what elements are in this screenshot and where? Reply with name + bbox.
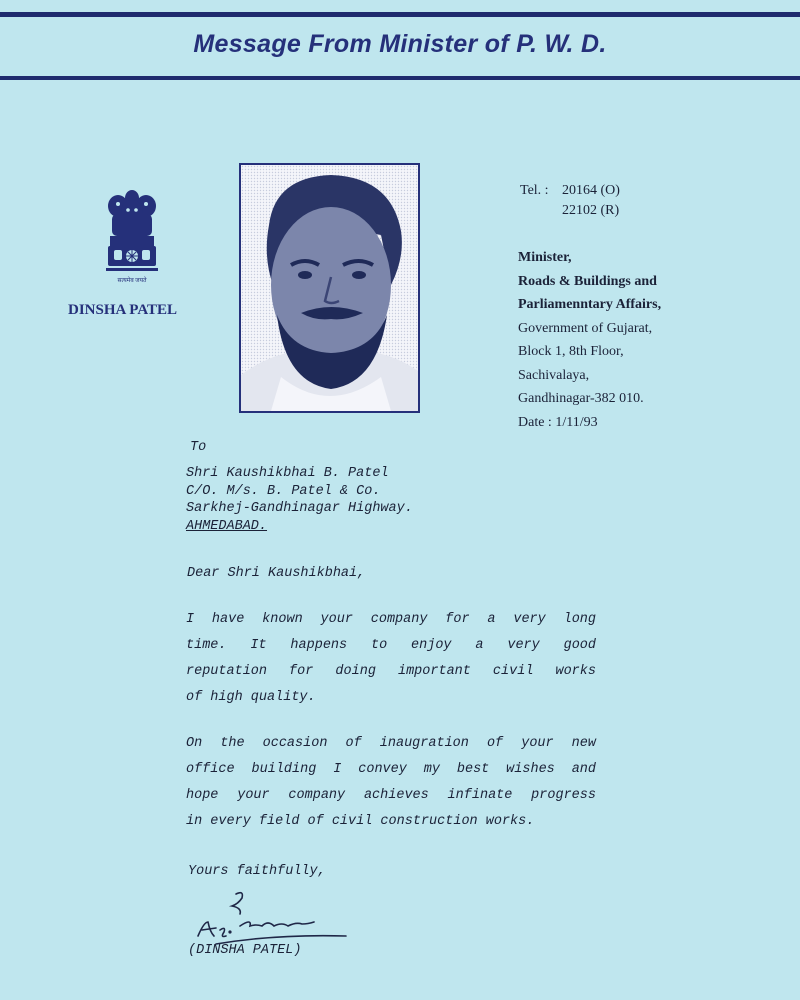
letter-paragraph xyxy=(186,731,596,835)
sender-name: DINSHA PATEL xyxy=(68,302,178,318)
paragraph-line: I have known your company for a very long xyxy=(186,612,596,627)
emblem-motto: सत्यमेव जयते xyxy=(117,278,147,284)
paragraph-line: in every field of civil construction works. xyxy=(186,814,535,829)
letter-paragraph xyxy=(186,607,596,711)
paragraph-line: On the occasion of inaugration of your new xyxy=(186,736,596,751)
office-address-line: Gandhinagar-382 010. xyxy=(518,391,644,406)
page-title: Message From Minister of P. W. D. xyxy=(193,30,607,58)
portrait-photo xyxy=(239,163,420,413)
signature-icon xyxy=(196,886,356,946)
recipient-address xyxy=(186,465,413,535)
salutation: Dear Shri Kaushikbhai, xyxy=(187,566,366,581)
paragraph-line: of high quality. xyxy=(186,690,316,705)
sender-office-block xyxy=(518,246,661,434)
paragraph-line: office building I convey my best wishes and xyxy=(186,762,596,777)
signatory-name: (DINSHA PATEL) xyxy=(188,943,302,958)
letter-date: Date : 1/11/93 xyxy=(518,414,598,430)
header-rule-bottom xyxy=(0,76,800,80)
recipient-line: Shri Kaushikbhai B. Patel xyxy=(186,466,389,481)
designation-line: Parliamenntary Affairs, xyxy=(518,297,662,312)
telephone-office: Tel. : 20164 (O) xyxy=(520,183,620,198)
header-rule-top xyxy=(0,12,800,17)
paragraph-line: hope your company achieves infinate progress xyxy=(186,788,596,803)
office-address-line: Government of Gujarat, xyxy=(518,320,653,336)
portrait-icon xyxy=(241,165,418,411)
designation-line: Roads & Buildings and xyxy=(518,273,657,289)
recipient-line: C/O. M/s. B. Patel & Co. xyxy=(186,483,381,499)
recipient-city: AHMEDABAD. xyxy=(186,518,268,534)
designation-line: Minister, xyxy=(518,250,572,265)
paragraph-line: reputation for doing important civil works xyxy=(186,664,596,679)
office-address-line: Sachivalaya, xyxy=(518,367,590,383)
to-label: To xyxy=(190,440,207,455)
closing: Yours faithfully, xyxy=(188,864,326,879)
telephone-residence: 22102 (R) xyxy=(562,203,620,218)
telephone-block xyxy=(520,181,620,221)
office-address-line: Block 1, 8th Floor, xyxy=(518,344,624,359)
recipient-line: Sarkhej-Gandhinagar Highway. xyxy=(186,501,413,516)
paragraph-line: time. It happens to enjoy a very good xyxy=(186,638,596,653)
state-emblem-icon xyxy=(98,186,166,290)
